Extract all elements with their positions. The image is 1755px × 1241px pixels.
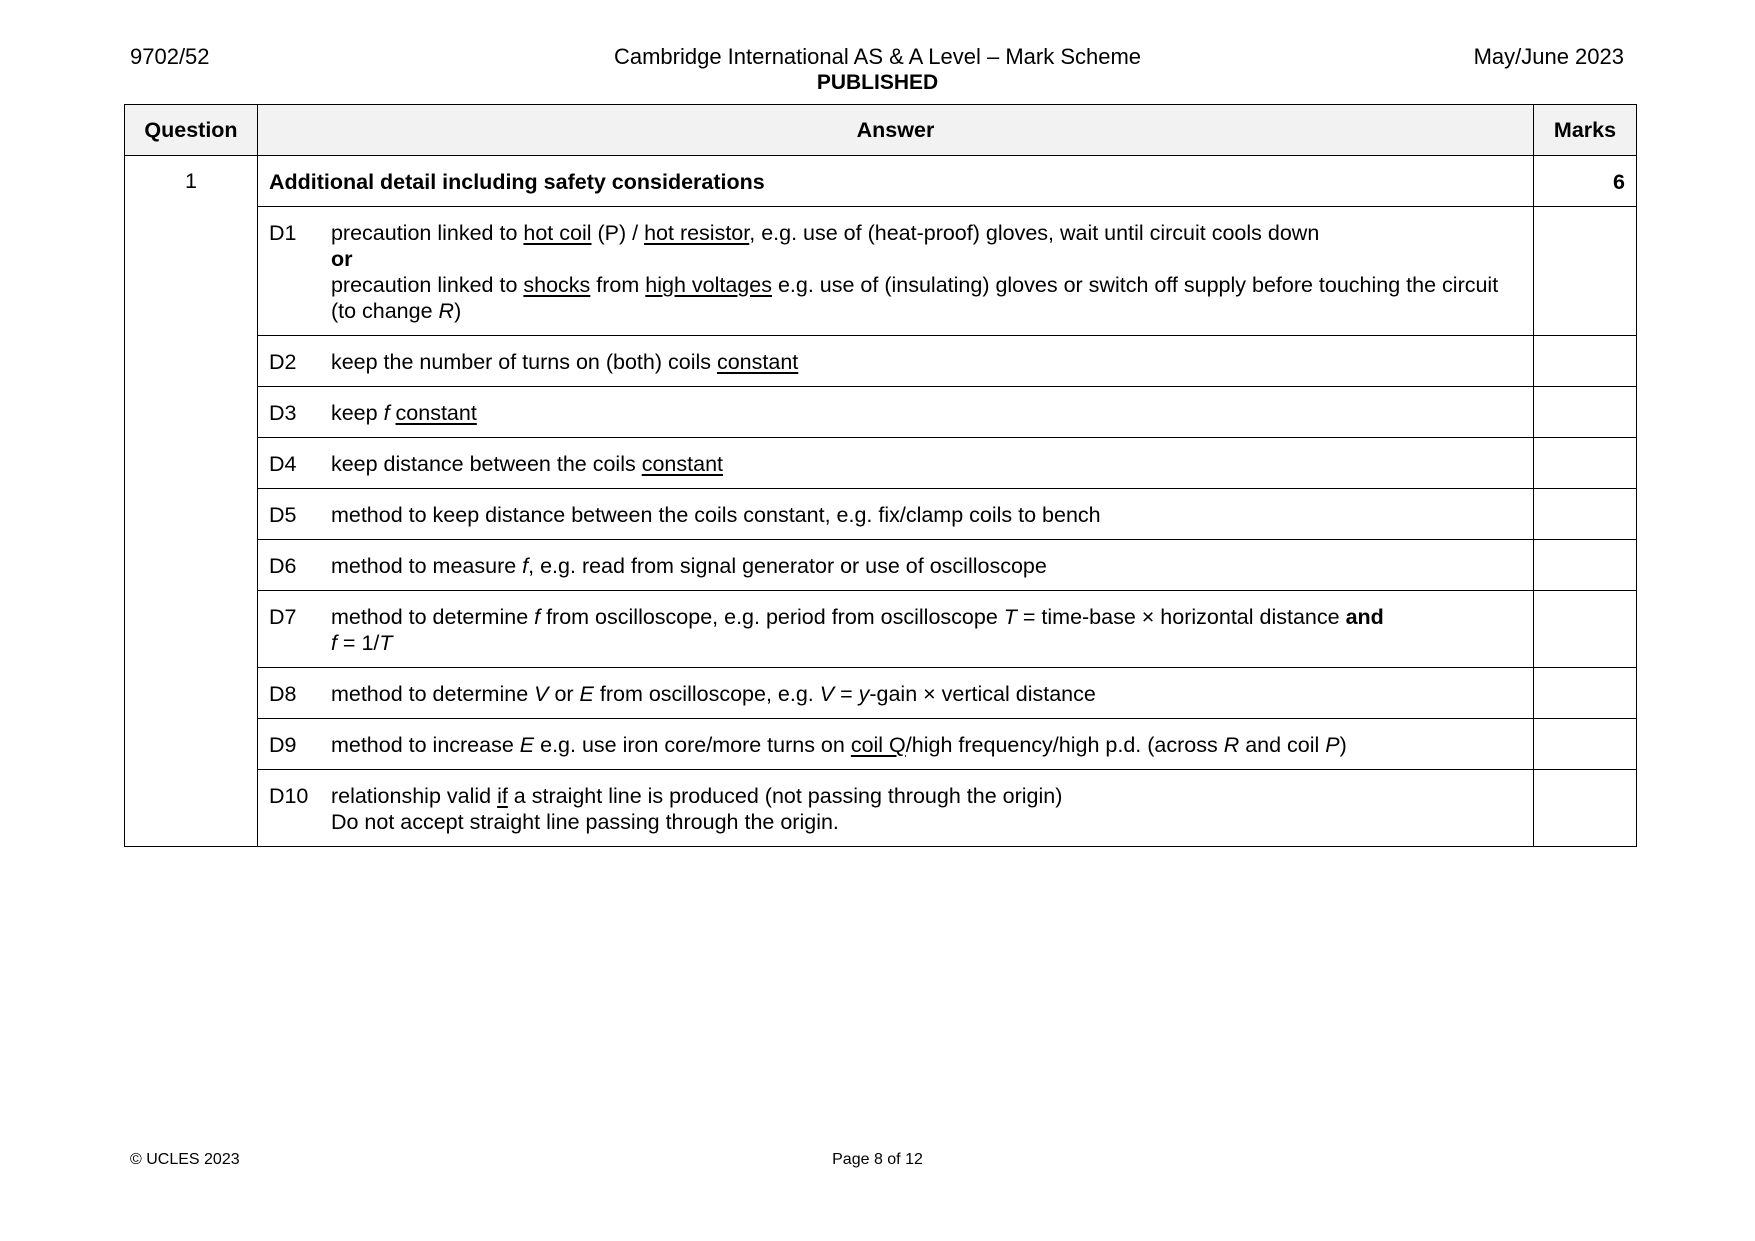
table-row	[125, 591, 1637, 668]
item-text	[331, 681, 1523, 707]
marks-cell	[1534, 591, 1637, 668]
text-run: , e.g. use of (heat-proof) gloves, wait until circuit cools down	[749, 221, 1320, 245]
answer-cell	[257, 489, 1533, 540]
item-text	[331, 553, 1523, 579]
text-run: = time-base × horizontal distance	[1016, 605, 1346, 629]
list-item	[269, 553, 1523, 579]
mark-scheme-table	[124, 104, 1637, 847]
table-row	[125, 438, 1637, 489]
marks-cell	[1534, 668, 1637, 719]
section-title: Additional detail including safety considerations	[268, 170, 765, 194]
item-text	[331, 220, 1523, 324]
answer-cell	[257, 668, 1533, 719]
item-code: D2	[268, 350, 297, 374]
text-run: high voltages	[645, 273, 772, 297]
answer-cell	[257, 719, 1533, 770]
text-run: f	[534, 605, 541, 629]
text-run: )	[454, 299, 462, 323]
item-code: D8	[268, 682, 297, 706]
text-run: from oscilloscope, e.g. period from oscilloscope	[540, 605, 1004, 629]
table-row	[125, 207, 1637, 336]
copyright: © UCLES 2023	[130, 1151, 240, 1168]
exam-session: May/June 2023	[1473, 44, 1624, 69]
text-run: method to measure	[330, 554, 523, 578]
item-text	[331, 400, 1523, 426]
text-run: V	[819, 682, 835, 706]
item-text	[331, 783, 1523, 835]
published-label: PUBLISHED	[816, 71, 939, 94]
text-run: and coil	[1239, 733, 1326, 757]
text-run: , e.g. read from signal generator or use of oscilloscope	[528, 554, 1047, 578]
item-text	[331, 451, 1523, 477]
text-run: f	[383, 401, 390, 425]
text-run: R	[1223, 733, 1240, 757]
text-run: keep	[330, 401, 384, 425]
text-run: method to increase	[330, 733, 520, 757]
table-row	[125, 668, 1637, 719]
item-text	[331, 604, 1523, 656]
answer-cell	[257, 336, 1533, 387]
text-run: =	[834, 682, 859, 706]
text-run: method to determine	[330, 605, 535, 629]
text-run: -gain × vertical distance	[869, 682, 1096, 706]
text-run: e.g. use of (insulating) gloves or switch off supply before touching the circuit (to change	[330, 273, 1499, 323]
text-run: if	[497, 784, 508, 808]
text-run: keep distance between the coils	[330, 452, 642, 476]
text-run: keep the number of turns on (both) coils	[330, 350, 717, 374]
document-title: Cambridge International AS & A Level – Mark Scheme	[613, 44, 1142, 69]
text-run: constant	[395, 401, 477, 425]
marks-cell	[1534, 207, 1637, 336]
answer-cell	[257, 438, 1533, 489]
section-title-cell	[257, 156, 1533, 207]
header-answer: Answer	[257, 105, 1533, 156]
text-run: hot resistor	[644, 221, 750, 245]
list-item	[269, 220, 1523, 324]
text-run: coil Q	[850, 733, 906, 757]
paper-code: 9702/52	[130, 44, 210, 69]
item-code: D7	[268, 605, 297, 629]
table-row	[125, 770, 1637, 847]
item-code: D6	[268, 554, 297, 578]
question-number: 1	[125, 156, 258, 847]
text-run: T	[1003, 605, 1017, 629]
text-run: a straight line is produced (not passing through the origin)	[507, 784, 1063, 808]
text-run: constant	[641, 452, 723, 476]
list-item	[269, 451, 1523, 477]
table-row	[125, 156, 1637, 207]
text-run: method to determine	[330, 682, 535, 706]
text-run: precaution linked to	[330, 273, 524, 297]
marks-cell	[1534, 540, 1637, 591]
marks-cell	[1534, 387, 1637, 438]
list-item	[269, 681, 1523, 707]
text-run: from oscilloscope, e.g.	[593, 682, 820, 706]
text-run: or	[548, 682, 580, 706]
text-run: y	[858, 682, 870, 706]
table-row	[125, 719, 1637, 770]
marks-cell	[1534, 438, 1637, 489]
text-run: or	[330, 247, 353, 271]
marks-cell	[1534, 770, 1637, 847]
item-text	[331, 349, 1523, 375]
table-row	[125, 387, 1637, 438]
header-question: Question	[125, 105, 258, 156]
text-run: /high frequency/high p.d. (across	[905, 733, 1224, 757]
answer-cell	[257, 591, 1533, 668]
list-item	[269, 502, 1523, 528]
item-code: D10	[268, 784, 309, 808]
text-run: f	[522, 554, 529, 578]
marks-cell	[1534, 489, 1637, 540]
text-run: R	[438, 299, 455, 323]
text-run: e.g. use iron core/more turns on	[534, 733, 851, 757]
text-run: relationship valid	[330, 784, 498, 808]
text-run: Do not accept straight line passing through the origin.	[330, 810, 839, 834]
marks-cell	[1534, 719, 1637, 770]
text-run: hot coil	[523, 221, 592, 245]
answer-cell	[257, 387, 1533, 438]
item-text	[331, 732, 1523, 758]
table-row	[125, 540, 1637, 591]
text-run: from	[590, 273, 646, 297]
answer-cell	[257, 770, 1533, 847]
item-code: D1	[268, 221, 297, 245]
list-item	[269, 349, 1523, 375]
item-text: method to keep distance between the coils constant, e.g. fix/clamp coils to bench	[330, 503, 1101, 527]
marks-cell	[1534, 336, 1637, 387]
text-run: )	[1339, 733, 1347, 757]
text-run: E	[579, 682, 594, 706]
list-item	[269, 732, 1523, 758]
table-row	[125, 489, 1637, 540]
text-run: V	[534, 682, 549, 706]
text-run: T	[379, 631, 393, 655]
text-run: P	[1325, 733, 1340, 757]
header-marks: Marks	[1534, 105, 1637, 156]
text-run: f	[330, 631, 337, 655]
item-code: D3	[268, 401, 297, 425]
text-run: E	[519, 733, 535, 757]
text-run: = 1/	[336, 631, 380, 655]
text-run: (P) /	[591, 221, 645, 245]
item-code: D5	[268, 503, 297, 527]
list-item	[269, 400, 1523, 426]
table-row	[125, 336, 1637, 387]
list-item	[269, 783, 1523, 835]
page-number: Page 8 of 12	[832, 1151, 923, 1168]
text-run: precaution linked to	[330, 221, 524, 245]
section-marks: 6	[1534, 156, 1637, 207]
list-item	[269, 604, 1523, 656]
answer-cell	[257, 540, 1533, 591]
item-code: D4	[268, 452, 297, 476]
text-run: shocks	[523, 273, 591, 297]
table-header-row	[125, 105, 1637, 156]
text-run: constant	[716, 350, 799, 374]
text-run: and	[1345, 605, 1384, 629]
answer-cell	[257, 207, 1533, 336]
item-code: D9	[268, 733, 297, 757]
